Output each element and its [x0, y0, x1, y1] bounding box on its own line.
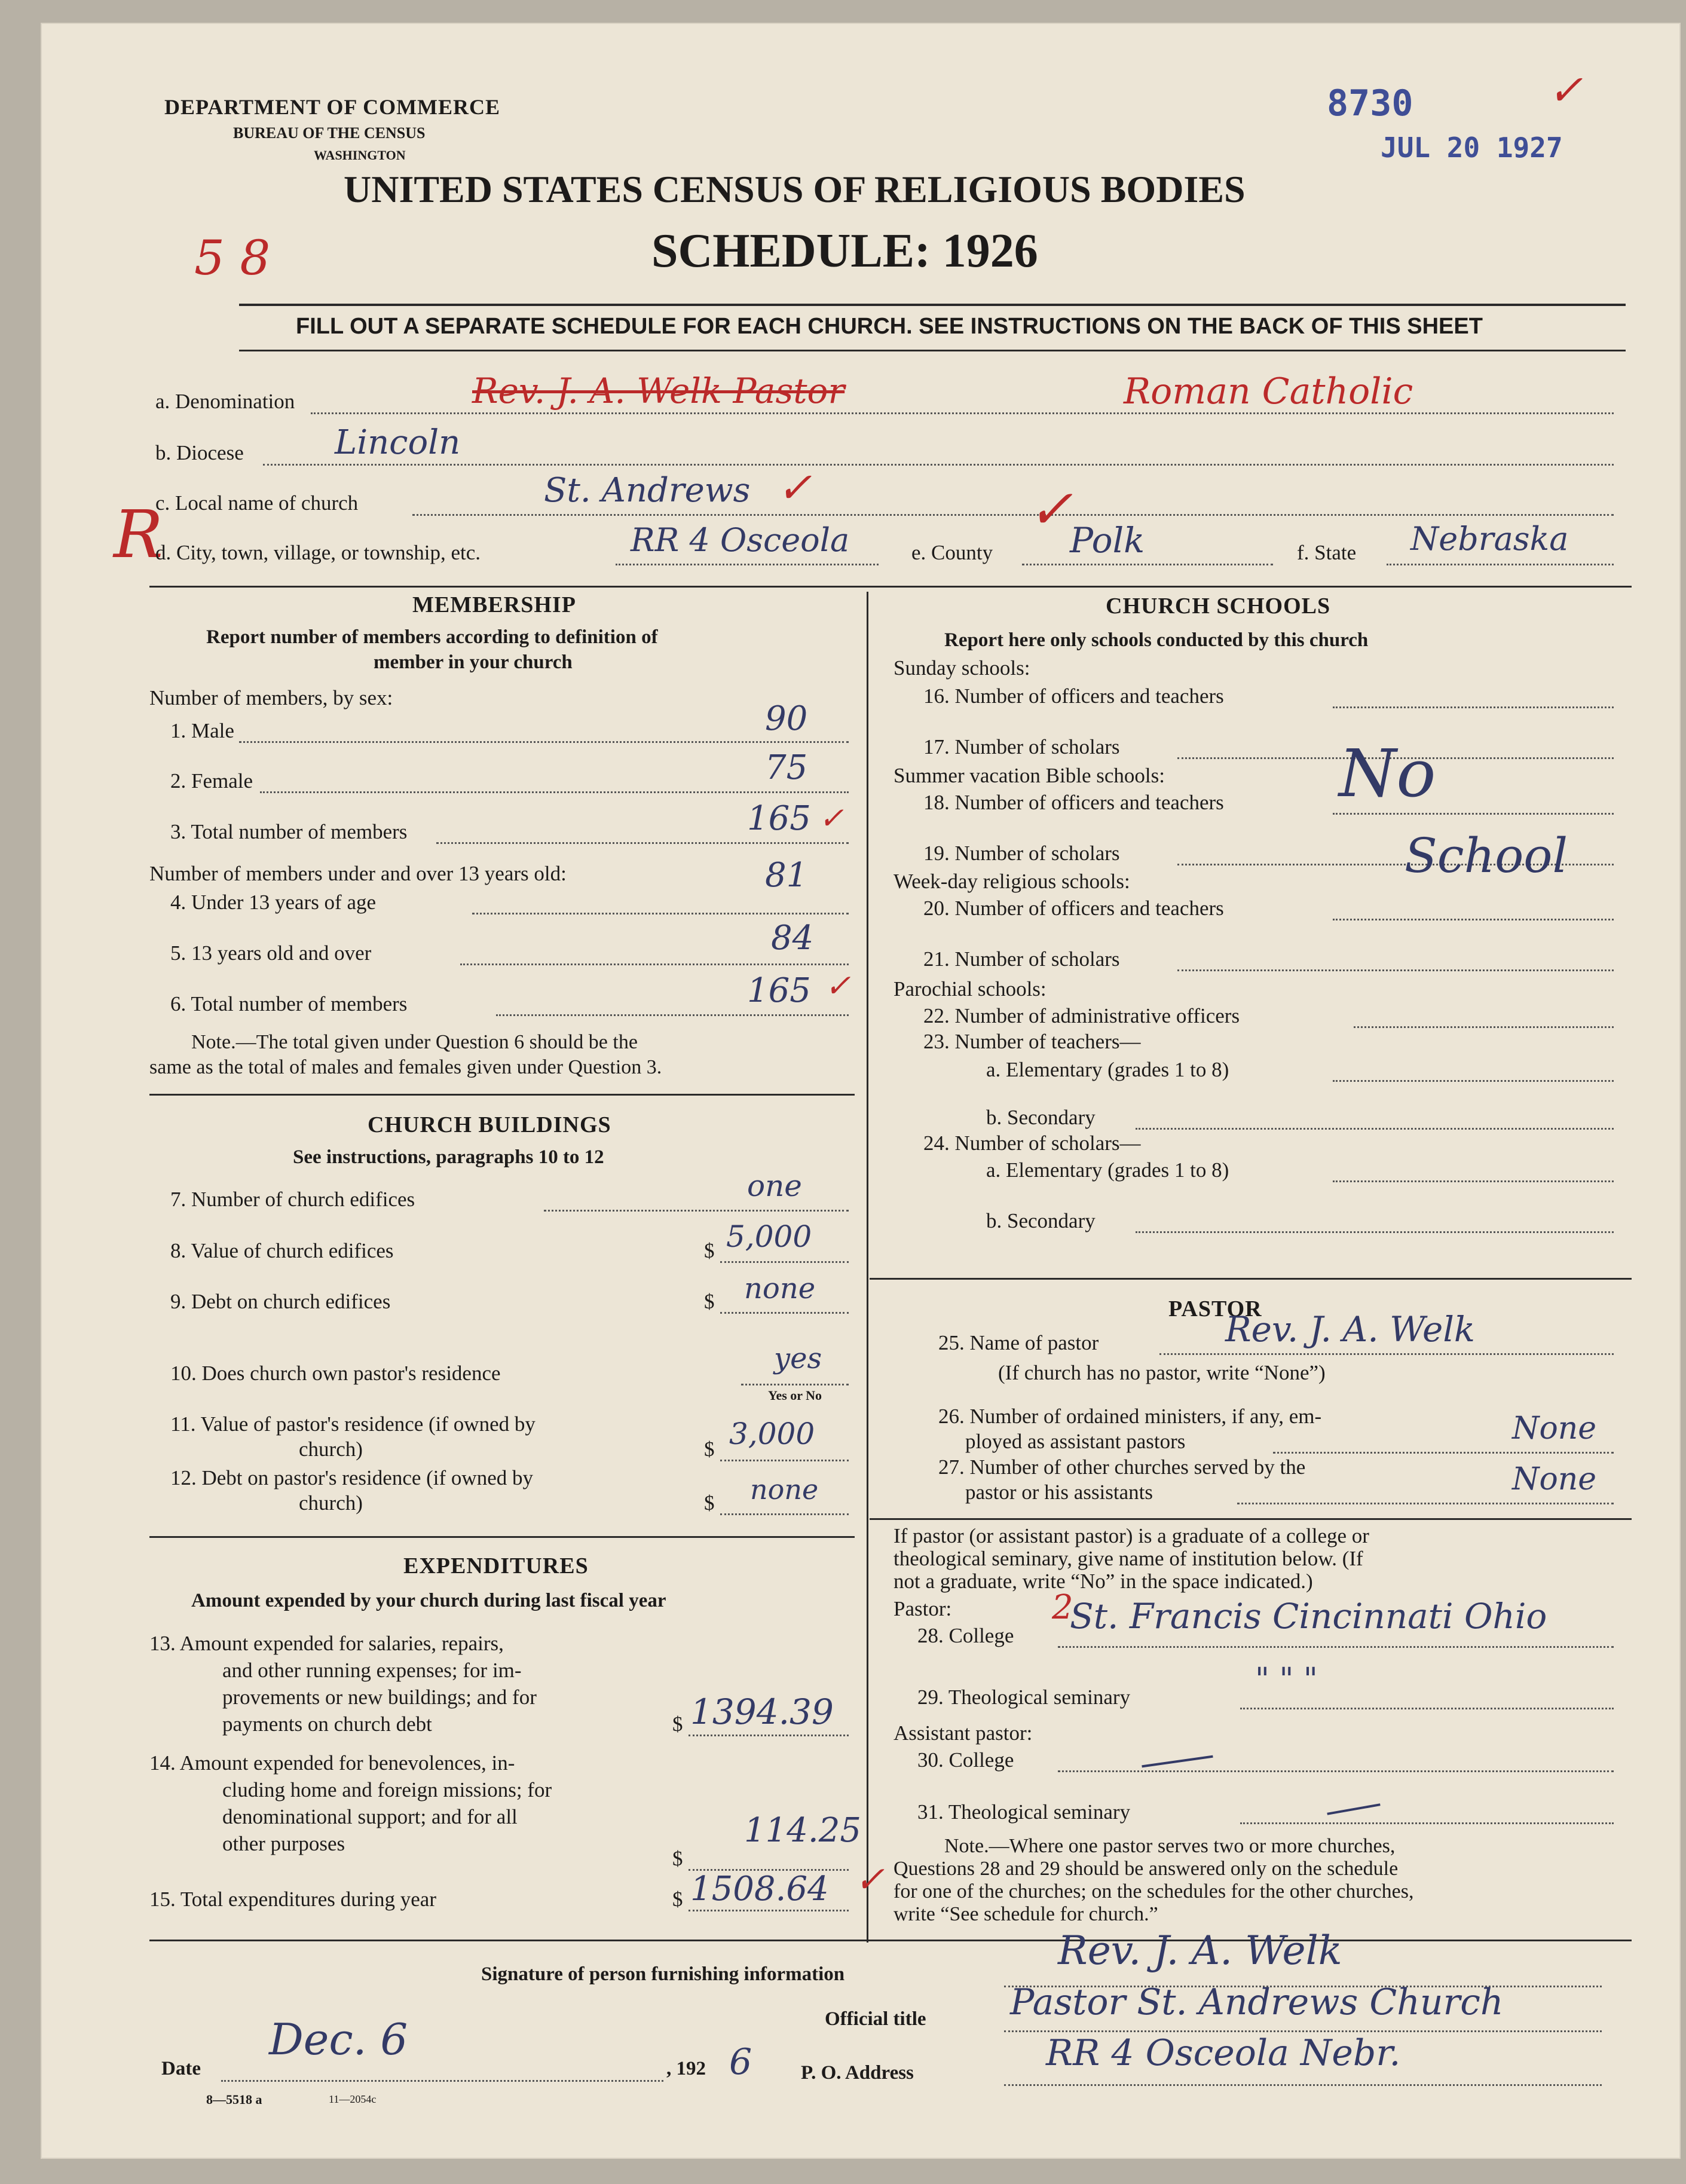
q26-value: None [1512, 1411, 1597, 1446]
year-digit: 6 [729, 2041, 752, 2083]
section-divider [149, 586, 1632, 588]
q31-label: 31. Theological seminary [917, 1800, 1131, 1824]
q19-label: 19. Number of scholars [923, 842, 1120, 865]
q8-value: 5,000 [726, 1219, 812, 1254]
q24-label: 24. Number of scholars— [923, 1131, 1141, 1155]
q3-total-label: 3. Total number of members [170, 820, 408, 843]
bureau-city: WASHINGTON [314, 148, 406, 163]
q12-line [720, 1513, 849, 1515]
q15-line [689, 1910, 849, 1911]
local-name-label: c. Local name of church [155, 491, 359, 515]
county-value: Polk [1070, 520, 1145, 561]
q31-line [1240, 1822, 1614, 1824]
members-by-age-label: Number of members under and over 13 years old: [149, 862, 567, 885]
schedule-title: SCHEDULE: 1926 [651, 225, 1038, 277]
college-red-mark: 2 [1052, 1588, 1073, 1627]
form-title: UNITED STATES CENSUS OF RELIGIOUS BODIES [344, 168, 1246, 210]
q27-label-1: 27. Number of other churches served by the [938, 1455, 1306, 1479]
q16-line [1333, 706, 1614, 708]
q24b-line [1136, 1231, 1614, 1233]
members-by-sex-label: Number of members, by sex: [149, 686, 393, 709]
q28-label: 28. College [917, 1624, 1014, 1647]
official-title-label: Official title [825, 2008, 926, 2030]
q17-label: 17. Number of scholars [923, 735, 1120, 758]
q2-female-value: 75 [765, 748, 808, 787]
q11-label-2: church) [299, 1437, 363, 1461]
local-name-line [412, 514, 1614, 516]
form-number: 8—5518 a [206, 2092, 262, 2107]
q15-value: 1508.64 [690, 1870, 829, 1908]
q2-line [260, 791, 849, 793]
city-label: d. City, town, village, or township, etc. [155, 541, 481, 564]
q24a-label: a. Elementary (grades 1 to 8) [986, 1158, 1229, 1182]
instruction-line: FILL OUT A SEPARATE SCHEDULE FOR EACH CHURCH. SEE INSTRUCTIONS ON THE BACK OF THIS SHEET [296, 314, 1483, 339]
local-name-check: ✓ [777, 463, 812, 512]
q13-dollar: $ [672, 1712, 683, 1736]
q4-line [472, 913, 849, 914]
membership-heading: MEMBERSHIP [412, 592, 576, 617]
county-label: e. County [911, 541, 993, 564]
q18-line [1333, 813, 1614, 815]
diocese-label: b. Diocese [155, 441, 244, 464]
q31-dash-mark [1327, 1803, 1380, 1815]
q14-dollar: $ [672, 1847, 683, 1870]
q6-line [496, 1014, 849, 1016]
local-name-value: St. Andrews [544, 471, 751, 510]
q27-value: None [1512, 1461, 1597, 1497]
q20-line [1333, 919, 1614, 920]
graduate-text-1: If pastor (or assistant pastor) is a graduate of a college or [894, 1524, 1369, 1547]
signature-value: Rev. J. A. Welk [1058, 1928, 1342, 1974]
q9-line [720, 1312, 849, 1314]
expenditures-subhead: Amount expended by your church during last fiscal year [191, 1590, 666, 1611]
q1-male-value: 90 [765, 699, 808, 738]
state-value: Nebraska [1410, 520, 1569, 558]
q6-total-value: 165 [747, 971, 811, 1010]
q8-dollar: $ [704, 1239, 715, 1262]
q30-dash-mark [1142, 1755, 1213, 1768]
q29-label: 29. Theological seminary [917, 1686, 1131, 1709]
county-check: ✓ [1028, 478, 1073, 541]
q28-line [1058, 1646, 1614, 1648]
q4-under13-label: 4. Under 13 years of age [170, 891, 377, 914]
city-line [616, 564, 879, 565]
q30-label: 30. College [917, 1748, 1014, 1772]
q26-label-1: 26. Number of ordained ministers, if any, em- [938, 1405, 1322, 1428]
q13-label-3: provements or new buildings; and for [222, 1686, 537, 1709]
q8-label: 8. Value of church edifices [170, 1239, 394, 1262]
membership-subhead-1: Report number of members according to definition of [206, 626, 658, 648]
q27-line [1237, 1503, 1614, 1504]
q11-dollar: $ [704, 1437, 715, 1461]
official-title-value: Pastor St. Andrews Church [1010, 1981, 1504, 2023]
received-stamp-date: JUL 20 1927 [1381, 131, 1563, 164]
membership-divider [149, 1094, 855, 1096]
sunday-schools-label: Sunday schools: [894, 656, 1030, 680]
membership-subhead-2: member in your church [374, 651, 573, 673]
assistant-pastor-heading: Assistant pastor: [894, 1721, 1033, 1745]
diocese-value: Lincoln [335, 423, 461, 462]
q22-label: 22. Number of administrative officers [923, 1004, 1240, 1027]
q11-label-1: 11. Value of pastor's residence (if owned by [170, 1412, 536, 1436]
pastor-note-2: Questions 28 and 29 should be answered only on the schedule [894, 1858, 1399, 1880]
q23a-label: a. Elementary (grades 1 to 8) [986, 1058, 1229, 1081]
q7-label: 7. Number of church edifices [170, 1188, 415, 1211]
file-number-mark: 5 8 [194, 230, 271, 286]
q27-label-2: pastor or his assistants [965, 1481, 1153, 1504]
city-value: RR 4 Osceola [631, 521, 850, 559]
q26-line [1273, 1452, 1614, 1454]
schools-handwritten-no: No [1339, 735, 1436, 812]
q25-label: 25. Name of pastor [938, 1331, 1099, 1354]
q12-label-2: church) [299, 1491, 363, 1515]
q28-value: St. Francis Cincinnati Ohio [1070, 1596, 1547, 1637]
pastor-divider [870, 1518, 1632, 1520]
q8-line [720, 1261, 849, 1263]
q11-value: 3,000 [729, 1417, 815, 1451]
signature-label: Signature of person furnishing information [481, 1963, 845, 1985]
q25-line [1159, 1353, 1614, 1355]
schools-subhead: Report here only schools conducted by this church [944, 629, 1369, 651]
q23a-line [1333, 1080, 1614, 1082]
parochial-schools-label: Parochial schools: [894, 977, 1047, 1001]
q10-line [741, 1384, 849, 1385]
po-address-line [1004, 2084, 1602, 2086]
denomination-value: Roman Catholic [1124, 371, 1413, 412]
year-prefix: , 192 [666, 2058, 706, 2079]
department-name: DEPARTMENT OF COMMERCE [164, 95, 501, 119]
q24a-line [1333, 1180, 1614, 1182]
q21-line [1177, 969, 1614, 971]
q12-dollar: $ [704, 1491, 715, 1515]
q9-value: none [744, 1272, 816, 1305]
q21-label: 21. Number of scholars [923, 947, 1120, 971]
q13-label-2: and other running expenses; for im- [222, 1659, 522, 1682]
q13-label-4: payments on church debt [222, 1712, 432, 1736]
pastor-note-4: write “See schedule for church.” [894, 1903, 1158, 1925]
q18-label: 18. Number of officers and teachers [923, 791, 1224, 814]
q26-label-2: ployed as assistant pastors [965, 1430, 1186, 1453]
q2-female-label: 2. Female [170, 769, 253, 793]
county-line [1022, 564, 1273, 565]
q7-line [544, 1210, 849, 1212]
q12-label-1: 12. Debt on pastor's residence (if owned by [170, 1466, 533, 1489]
buildings-subhead: See instructions, paragraphs 10 to 12 [293, 1146, 604, 1168]
received-stamp-number: 8730 [1327, 82, 1413, 124]
q13-line [689, 1735, 849, 1736]
q3-check: ✓ [819, 801, 844, 836]
q6-check: ✓ [825, 968, 851, 1004]
buildings-heading: CHURCH BUILDINGS [368, 1112, 611, 1137]
q11-line [720, 1460, 849, 1461]
q15-label: 15. Total expenditures during year [149, 1888, 436, 1911]
membership-note-1: Note.—The total given under Question 6 should be the [191, 1031, 638, 1053]
q5-over13-label: 5. 13 years old and over [170, 941, 372, 965]
footer-divider [149, 1940, 1632, 1941]
schools-heading: CHURCH SCHOOLS [1106, 594, 1331, 619]
summer-schools-label: Summer vacation Bible schools: [894, 764, 1165, 787]
initial-mark: R [114, 496, 163, 573]
pastor-college-heading: Pastor: [894, 1597, 952, 1620]
pastor-note-3: for one of the churches; on the schedules for the other churches, [894, 1880, 1414, 1902]
denomination-struck-text: Rev. J. A. Welk Pastor [472, 371, 845, 411]
census-schedule-form [42, 24, 1679, 2158]
q1-male-label: 1. Male [170, 719, 234, 742]
header-rule [239, 304, 1626, 306]
header-rule-2 [239, 350, 1626, 351]
q25-value: Rev. J. A. Welk [1225, 1309, 1476, 1350]
q13-label-1: 13. Amount expended for salaries, repairs, [149, 1632, 504, 1655]
q15-dollar: $ [672, 1888, 683, 1911]
graduate-text-3: not a graduate, write “No” in the space indicated.) [894, 1570, 1313, 1593]
po-address-label: P. O. Address [801, 2062, 914, 2084]
print-number: 11—2054c [329, 2093, 377, 2105]
q14-label-3: denominational support; and for all [222, 1805, 518, 1828]
q5-over13-value: 84 [771, 919, 814, 958]
q7-value: one [747, 1169, 802, 1203]
state-line [1387, 564, 1614, 565]
denomination-label: a. Denomination [155, 390, 295, 413]
q12-value: none [750, 1473, 819, 1506]
q29-value: " " " [1255, 1662, 1318, 1697]
q20-label: 20. Number of officers and teachers [923, 897, 1224, 920]
q10-value: yes [774, 1342, 822, 1375]
expenditures-heading: EXPENDITURES [403, 1553, 589, 1579]
date-value: Dec. 6 [269, 2014, 408, 2064]
column-divider [867, 592, 868, 1943]
q23b-line [1136, 1128, 1614, 1130]
po-address-value: RR 4 Osceola Nebr. [1046, 2032, 1401, 2074]
pastor-heading: PASTOR [1168, 1296, 1262, 1322]
diocese-line [263, 464, 1614, 466]
q9-label: 9. Debt on church edifices [170, 1290, 391, 1313]
buildings-divider [149, 1536, 855, 1538]
q29-line [1240, 1708, 1614, 1709]
schools-handwritten-school: School [1405, 828, 1568, 883]
q14-value: 114.25 [744, 1811, 861, 1850]
q3-line [436, 842, 849, 844]
q14-label-2: cluding home and foreign missions; for [222, 1778, 552, 1801]
membership-note-2: same as the total of males and females given under Question 3. [149, 1056, 662, 1078]
q10-label: 10. Does church own pastor's residence [170, 1362, 501, 1385]
q13-value: 1394.39 [690, 1691, 834, 1732]
weekday-schools-label: Week-day religious schools: [894, 870, 1130, 893]
denomination-line [311, 412, 1614, 414]
q6-total-label: 6. Total number of members [170, 992, 408, 1015]
graduate-text-2: theological seminary, give name of institution below. (If [894, 1547, 1363, 1570]
date-label: Date [161, 2058, 201, 2079]
q30-line [1058, 1770, 1614, 1772]
q1-line [239, 741, 849, 743]
q23-label: 23. Number of teachers— [923, 1030, 1141, 1053]
state-label: f. State [1297, 541, 1357, 564]
q24b-label: b. Secondary [986, 1209, 1096, 1232]
q14-label-1: 14. Amount expended for benevolences, in- [149, 1751, 515, 1775]
age-total-value: 81 [765, 856, 808, 895]
q15-check: ✓ [855, 1859, 885, 1901]
q22-line [1354, 1026, 1614, 1028]
q16-label: 16. Number of officers and teachers [923, 684, 1224, 708]
pastor-note-1: Note.—Where one pastor serves two or more churches, [944, 1835, 1396, 1857]
bureau-name: BUREAU OF THE CENSUS [233, 124, 426, 142]
q14-label-4: other purposes [222, 1832, 345, 1855]
q3-total-value: 165 [747, 799, 811, 838]
schools-divider [870, 1278, 1632, 1280]
q23b-label: b. Secondary [986, 1106, 1096, 1129]
check-mark: ✓ [1548, 66, 1583, 115]
yes-no-caption: Yes or No [768, 1388, 822, 1403]
date-line [221, 2080, 663, 2082]
q25-note: (If church has no pastor, write “None”) [998, 1361, 1326, 1384]
q9-dollar: $ [704, 1290, 715, 1313]
q5-line [460, 963, 849, 965]
